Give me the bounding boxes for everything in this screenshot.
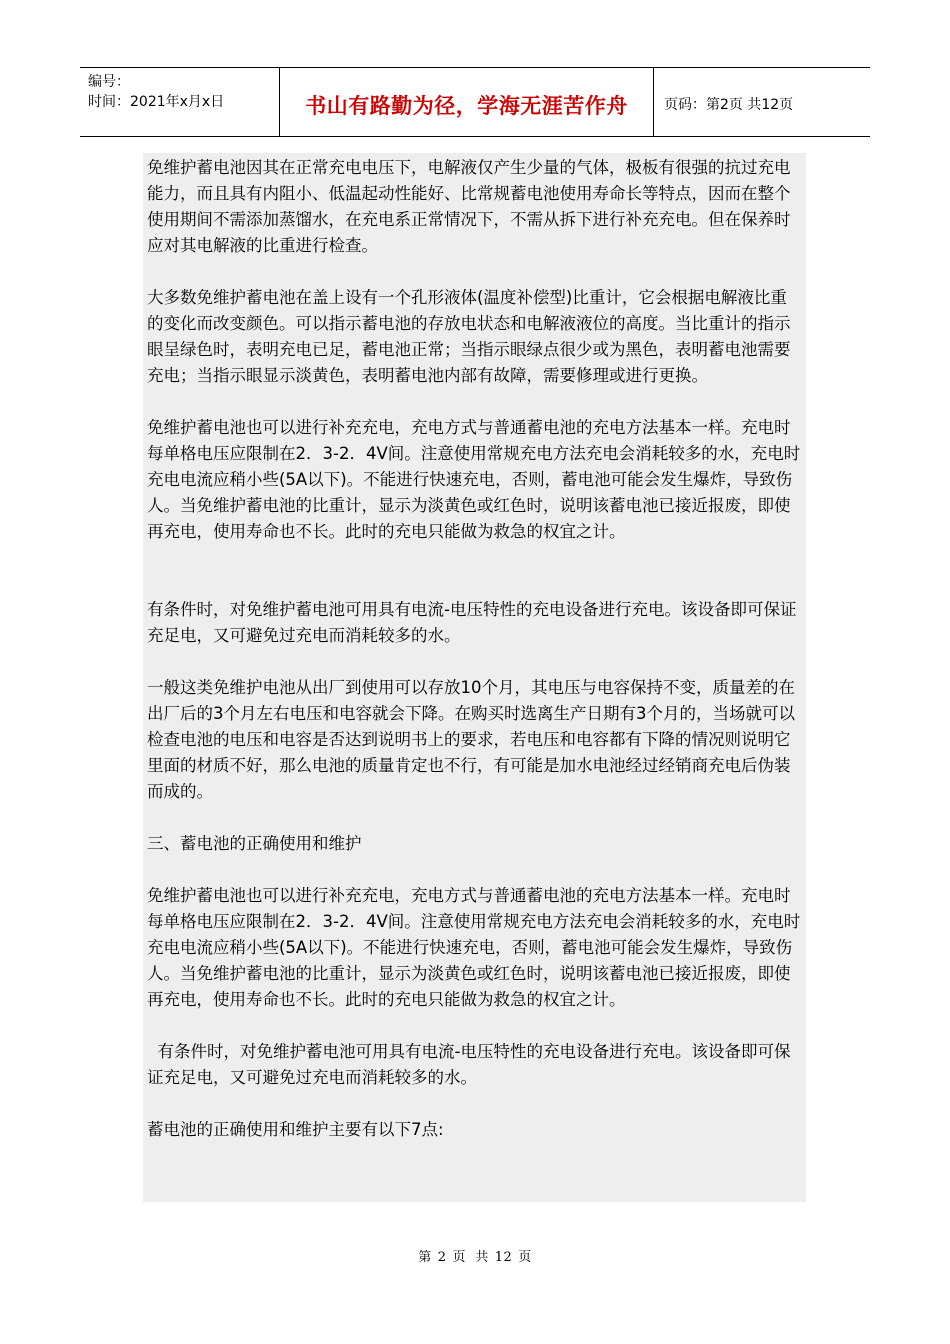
paragraph-5: 一般这类免维护电池从出厂到使用可以存放10个月，其电压与电容保持不变，质量差的在出厂后的3个月左右电压和电容就会下降。在购买时选离生产日期有3个月的，当场就可以检查电池的电压和电容是否达到说明书上的要求，若电压和电容都有下降的情况则说明它里面的材质不好，那么电池的质量肯定也不行，有可能是加水电池经过经销商充电后伪装而成的。 [147,678,795,801]
paragraph-3: 免维护蓄电池也可以进行补充充电，充电方式与普通蓄电池的充电方法基本一样。充电时每单格电压应限制在2．3-2．4V间。注意使用常规充电方法充电会消耗较多的水，充电时充电电流应稍小些(5A以下)。不能进行快速充电，否则，蓄电池可能会发生爆炸，导致伤人。当免维护蓄电池的比重计，显示为淡黄色或红色时，说明该蓄电池已接近报废，即使再充电，使用寿命也不长。此时的充电只能做为救急的权宜之计。 [147,418,801,541]
paragraph-7: 有条件时，对免维护蓄电池可用具有电流-电压特性的充电设备进行充电。该设备即可保证充足电，又可避免过充电而消耗较多的水。 [147,1042,791,1087]
section-heading: 三、蓄电池的正确使用和维护 [147,834,362,853]
doc-time-label: 时间：2021年x月x日 [88,94,225,110]
paragraph-8: 蓄电池的正确使用和维护主要有以下7点: [147,1120,444,1139]
page-header [80,67,870,137]
footer-prefix: 第 [418,1250,432,1265]
header-motto: 书山有路勤为径，学海无涯苦作舟 [280,68,654,136]
paragraph-2: 大多数免维护蓄电池在盖上设有一个孔形液体(温度补偿型)比重计，它会根据电解液比重的变化而改变颜色。可以指示蓄电池的存放电状态和电解液液位的高度。当比重计的指示眼呈绿色时，表明充电已足，蓄电池正常；当指示眼绿点很少或为黑色，表明蓄电池需要充电；当指示眼显示淡黄色，表明蓄电池内部有故障，需要修理或进行更换。 [147,288,791,385]
footer-mid: 页 共 [452,1250,489,1265]
document-body [143,153,806,1202]
header-page-info: 页码：第2页 共12页 [664,97,794,113]
doc-number-label: 编号： [88,74,130,90]
header-meta [80,68,280,136]
page-footer [0,1246,950,1265]
footer-page-number: 2 [437,1250,447,1265]
paragraph-4: 有条件时，对免维护蓄电池可用具有电流-电压特性的充电设备进行充电。该设备即可保证充足电，又可避免过充电而消耗较多的水。 [147,600,797,645]
paragraph-1: 免维护蓄电池因其在正常充电电压下，电解液仅产生少量的气体，极板有很强的抗过充电能力，而且具有内阻小、低温起动性能好、比常规蓄电池使用寿命长等特点，因而在整个使用期间不需添加蒸馏水，在充电系正常情况下，不需从拆下进行补充充电。但在保养时应对其电解液的比重进行检查。 [147,158,791,255]
footer-suffix: 页 [518,1250,532,1265]
footer-total-pages: 12 [494,1250,513,1265]
paragraph-6: 免维护蓄电池也可以进行补充充电，充电方式与普通蓄电池的充电方法基本一样。充电时每单格电压应限制在2．3-2．4V间。注意使用常规充电方法充电会消耗较多的水，充电时充电电流应稍小些(5A以下)。不能进行快速充电，否则，蓄电池可能会发生爆炸，导致伤人。当免维护蓄电池的比重计，显示为淡黄色或红色时，说明该蓄电池已接近报废，即使再充电，使用寿命也不长。此时的充电只能做为救急的权宜之计。 [147,886,801,1009]
